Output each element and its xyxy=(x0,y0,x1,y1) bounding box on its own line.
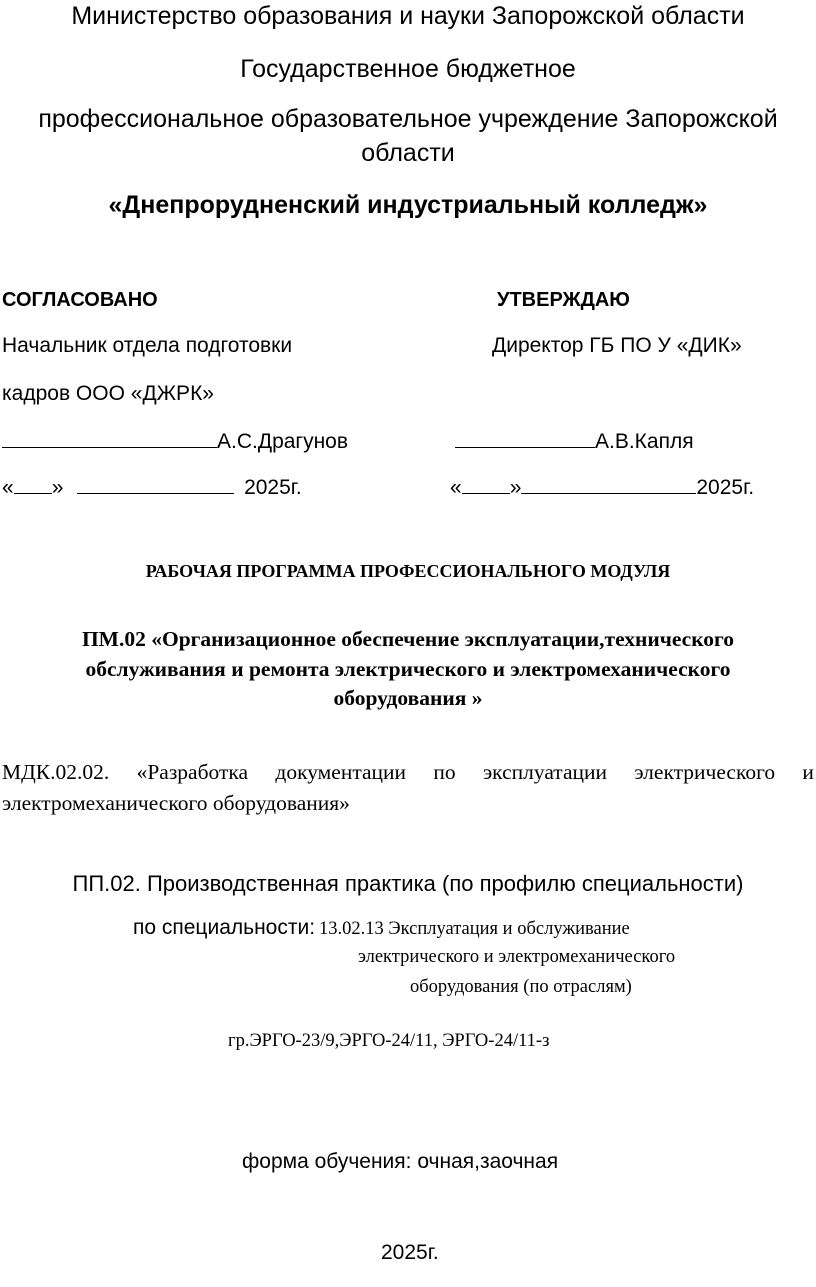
date-quote-open: « xyxy=(450,476,462,499)
approved-signer-name: А.В.Капля xyxy=(595,430,694,453)
approved-signature-line xyxy=(455,427,694,454)
mdk-word: по xyxy=(433,760,456,784)
specialty-line3: оборудования (по отраслям) xyxy=(410,977,632,997)
agreed-date-line xyxy=(2,473,302,500)
module-title-line2: обслуживания и ремонта электрического и электромеханического xyxy=(85,657,731,681)
college-name: «Днепрорудненский индустриальный колледж» xyxy=(108,191,708,219)
mdk-word: эксплуатации xyxy=(482,760,608,784)
date-quote-open: « xyxy=(2,476,14,499)
date-quote-close: » xyxy=(51,476,64,499)
approved-date-line xyxy=(450,473,754,500)
agreed-year: 2025г. xyxy=(244,476,302,499)
institution-type-line: Государственное бюджетное xyxy=(240,55,576,83)
mdk-line2: электромеханического оборудования» xyxy=(2,791,350,815)
specialty-code-name: 13.02.13 Эксплуатация и обслуживание xyxy=(319,919,630,939)
specialty-line2: электрического и электромеханического xyxy=(358,947,676,967)
agreed-signature-line xyxy=(2,427,348,454)
study-form-line: форма обучения: очная,заочная xyxy=(242,1150,559,1173)
mdk-word: электрического xyxy=(634,760,776,784)
agreed-heading: СОГЛАСОВАНО xyxy=(2,289,158,311)
specialty-line1 xyxy=(133,916,630,940)
day-blank xyxy=(462,473,510,494)
mdk-word: документации xyxy=(275,760,407,784)
program-title: РАБОЧАЯ ПРОГРАММА ПРОФЕССИОНАЛЬНОГО МОДУЛЯ xyxy=(145,561,671,581)
practice-line: ПП.02. Производственная практика (по профилю специальности) xyxy=(72,871,744,896)
agreed-position-line2: кадров ООО «ДЖРК» xyxy=(2,382,214,405)
ministry-line: Министерство образования и науки Запорожской области xyxy=(71,2,745,30)
mdk-word: «Разработка xyxy=(136,760,249,784)
institution-name-line: профессиональное образовательное учреждение Запорожской xyxy=(38,105,778,133)
agreed-signer-name: А.С.Драгунов xyxy=(217,430,349,453)
module-title-line3: оборудования » xyxy=(333,686,483,710)
agreed-position-line1: Начальник отдела подготовки xyxy=(2,334,293,357)
mdk-word: и xyxy=(802,760,814,784)
specialty-label: по специальности: xyxy=(133,916,316,939)
date-quote-close: » xyxy=(509,476,522,499)
document-year: 2025г. xyxy=(381,1241,439,1264)
month-blank xyxy=(521,473,696,494)
month-blank xyxy=(77,473,234,494)
day-blank xyxy=(14,473,52,494)
mdk-code: МДК.02.02. xyxy=(2,760,110,784)
approved-heading: УТВЕРЖДАЮ xyxy=(497,289,630,311)
signature-blank xyxy=(2,427,217,448)
signature-blank xyxy=(455,427,595,448)
module-title-line1: ПМ.02 «Организационное обеспечение эксплуатации,технического xyxy=(81,627,735,651)
approved-year: 2025г. xyxy=(696,476,755,499)
mdk-line1 xyxy=(2,760,814,785)
groups-line: гр.ЭРГО-23/9,ЭРГО-24/11, ЭРГО-24/11-з xyxy=(228,1031,550,1051)
institution-region-line: области xyxy=(361,139,455,167)
approved-position-line1: Директор ГБ ПО У «ДИК» xyxy=(492,334,742,357)
